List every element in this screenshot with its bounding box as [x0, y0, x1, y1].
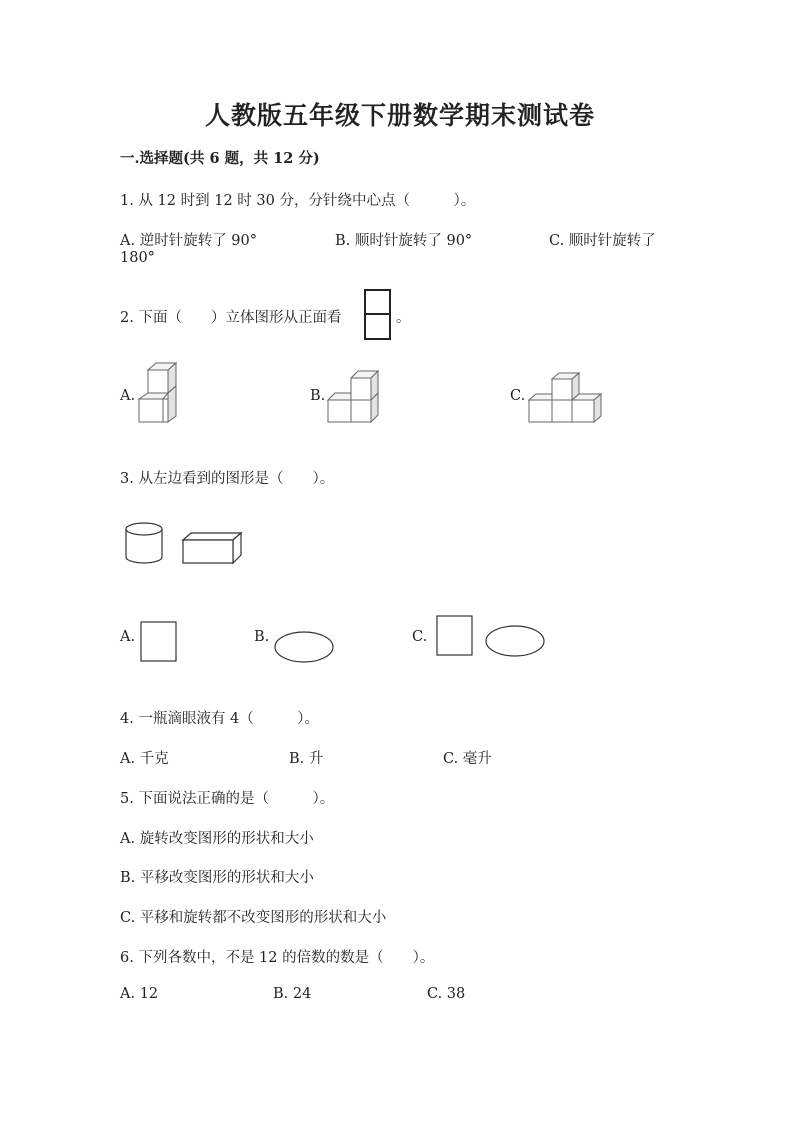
cube-stack-a-icon[interactable] — [138, 362, 180, 424]
cube-stack-b-icon[interactable] — [327, 370, 381, 424]
ellipse-answer-c-icon[interactable] — [484, 625, 546, 659]
question-5-text: 5. 下面说法正确的是（ ）。 — [120, 791, 335, 807]
question-6-option-a[interactable]: A. 12 — [120, 986, 159, 1002]
question-1-option-a[interactable]: A. 逆时针旋转了 90° — [120, 233, 257, 249]
question-2-text: 2. 下面（ ）立体图形从正面看 — [120, 310, 342, 326]
rectangle-answer-c-icon[interactable] — [436, 615, 474, 657]
page-title: 人教版五年级下册数学期末测试卷 — [204, 101, 595, 130]
cylinder-icon — [124, 522, 164, 566]
ellipse-answer-b-icon[interactable] — [273, 631, 335, 665]
section-heading: 一.选择题(共 6 题，共 12 分) — [120, 150, 320, 167]
question-4-option-c[interactable]: C. 毫升 — [443, 751, 492, 767]
cube-stack-c-icon[interactable] — [528, 372, 604, 424]
question-6-option-c[interactable]: C. 38 — [427, 986, 466, 1002]
front-view-figure — [364, 289, 392, 341]
question-4-text: 4. 一瓶滴眼液有 4（ ）。 — [120, 711, 320, 727]
question-3-option-b-label[interactable]: B. — [254, 629, 270, 645]
question-2-text-end: 。 — [396, 310, 411, 326]
question-1-option-b[interactable]: B. 顺时针旋转了 90° — [335, 233, 473, 249]
question-2-option-c-label[interactable]: C. — [510, 388, 526, 404]
question-5-option-a[interactable]: A. 旋转改变图形的形状和大小 — [120, 831, 314, 847]
question-6-option-b[interactable]: B. 24 — [273, 986, 312, 1002]
question-2-option-a-label[interactable]: A. — [120, 388, 136, 404]
question-3-text: 3. 从左边看到的图形是（ ）。 — [120, 471, 335, 487]
question-6-text: 6. 下列各数中，不是 12 的倍数的数是（ ）。 — [120, 950, 435, 966]
cuboid-icon — [182, 532, 244, 566]
question-3-option-a-label[interactable]: A. — [120, 629, 136, 645]
question-4-option-b[interactable]: B. 升 — [289, 751, 324, 767]
question-1-option-c-wrap: 180° — [120, 250, 155, 266]
question-3-option-c-label[interactable]: C. — [412, 629, 428, 645]
question-4-option-a[interactable]: A. 千克 — [120, 751, 169, 767]
question-1-text: 1. 从 12 时到 12 时 30 分，分针绕中心点（ ）。 — [120, 193, 476, 209]
question-5-option-b[interactable]: B. 平移改变图形的形状和大小 — [120, 870, 314, 886]
question-1-option-c[interactable]: C. 顺时针旋转了 — [549, 233, 656, 249]
rectangle-answer-a-icon[interactable] — [140, 621, 178, 663]
question-2-option-b-label[interactable]: B. — [310, 388, 326, 404]
question-5-option-c[interactable]: C. 平移和旋转都不改变图形的形状和大小 — [120, 910, 387, 926]
